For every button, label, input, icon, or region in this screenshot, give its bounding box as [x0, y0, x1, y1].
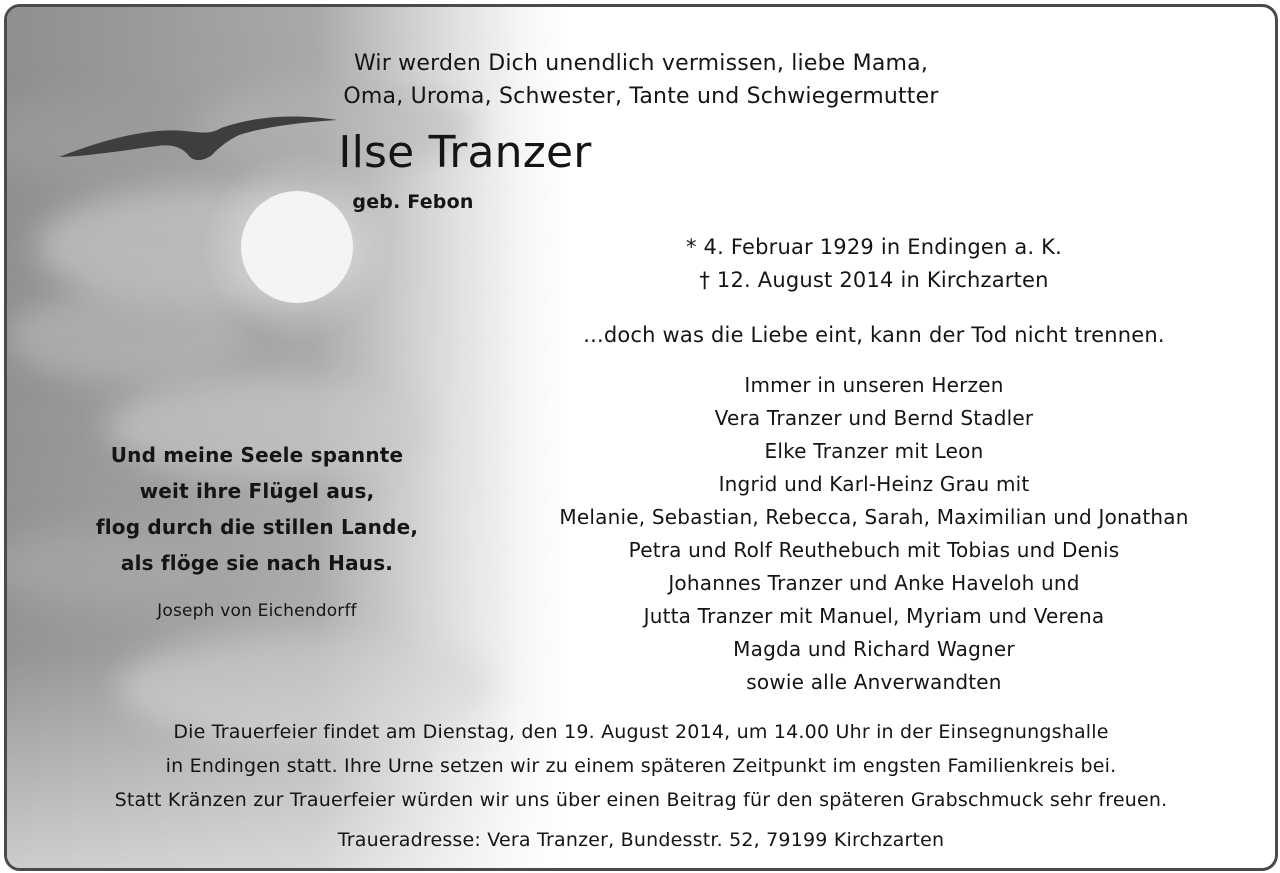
mourner-line: Vera Tranzer und Bernd Stadler: [714, 406, 1034, 430]
quote-author: Joseph von Eichendorff: [157, 601, 357, 621]
maiden-name: geb. Febon: [352, 191, 474, 213]
quote-line: weit ihre Flügel aus,: [139, 479, 375, 503]
mourner-line: sowie alle Anverwandten: [746, 670, 1002, 694]
motto: ...doch was die Liebe eint, kann der Tod nicht trennen.: [583, 323, 1165, 347]
mourning-address: Traueradresse: Vera Tranzer, Bundesstr. 52, 79199 Kirchzarten: [337, 829, 945, 851]
mourner-line: Magda und Richard Wagner: [733, 637, 1015, 661]
quote-line: als flöge sie nach Haus.: [120, 551, 394, 575]
mourner-line: Elke Tranzer mit Leon: [764, 439, 984, 463]
mourner-line: Jutta Tranzer mit Manuel, Myriam und Verena: [643, 604, 1105, 628]
funeral-line: Statt Kränzen zur Trauerfeier würden wir uns über einen Beitrag für den späteren Grabschmuck sehr freuen.: [114, 789, 1168, 811]
death-date: † 12. August 2014 in Kirchzarten: [699, 268, 1049, 292]
funeral-line: in Endingen statt. Ihre Urne setzen wir zu einem späteren Zeitpunkt im engsten Familienkreis bei.: [165, 755, 1117, 777]
mourner-line: Johannes Tranzer und Anke Haveloh und: [668, 571, 1080, 595]
deceased-name: Ilse Tranzer: [338, 127, 592, 178]
intro-line-1: Wir werden Dich unendlich vermissen, liebe Mama,: [353, 51, 929, 76]
funeral-line: Die Trauerfeier findet am Dienstag, den 19. August 2014, um 14.00 Uhr in der Einsegnungshalle: [173, 721, 1109, 743]
intro-line-2: Oma, Uroma, Schwester, Tante und Schwiegermutter: [343, 84, 939, 109]
quote-line: Und meine Seele spannte: [110, 443, 404, 467]
obituary-notice: [4, 4, 1278, 871]
mourner-line: Melanie, Sebastian, Rebecca, Sarah, Maximilian und Jonathan: [559, 505, 1189, 529]
mourner-line: Petra und Rolf Reuthebuch mit Tobias und Denis: [628, 538, 1120, 562]
mourner-line: Immer in unseren Herzen: [744, 373, 1004, 397]
mourner-line: Ingrid und Karl-Heinz Grau mit: [718, 472, 1030, 496]
quote-line: flog durch die stillen Lande,: [95, 515, 419, 539]
birth-date: * 4. Februar 1929 in Endingen a. K.: [685, 235, 1063, 259]
